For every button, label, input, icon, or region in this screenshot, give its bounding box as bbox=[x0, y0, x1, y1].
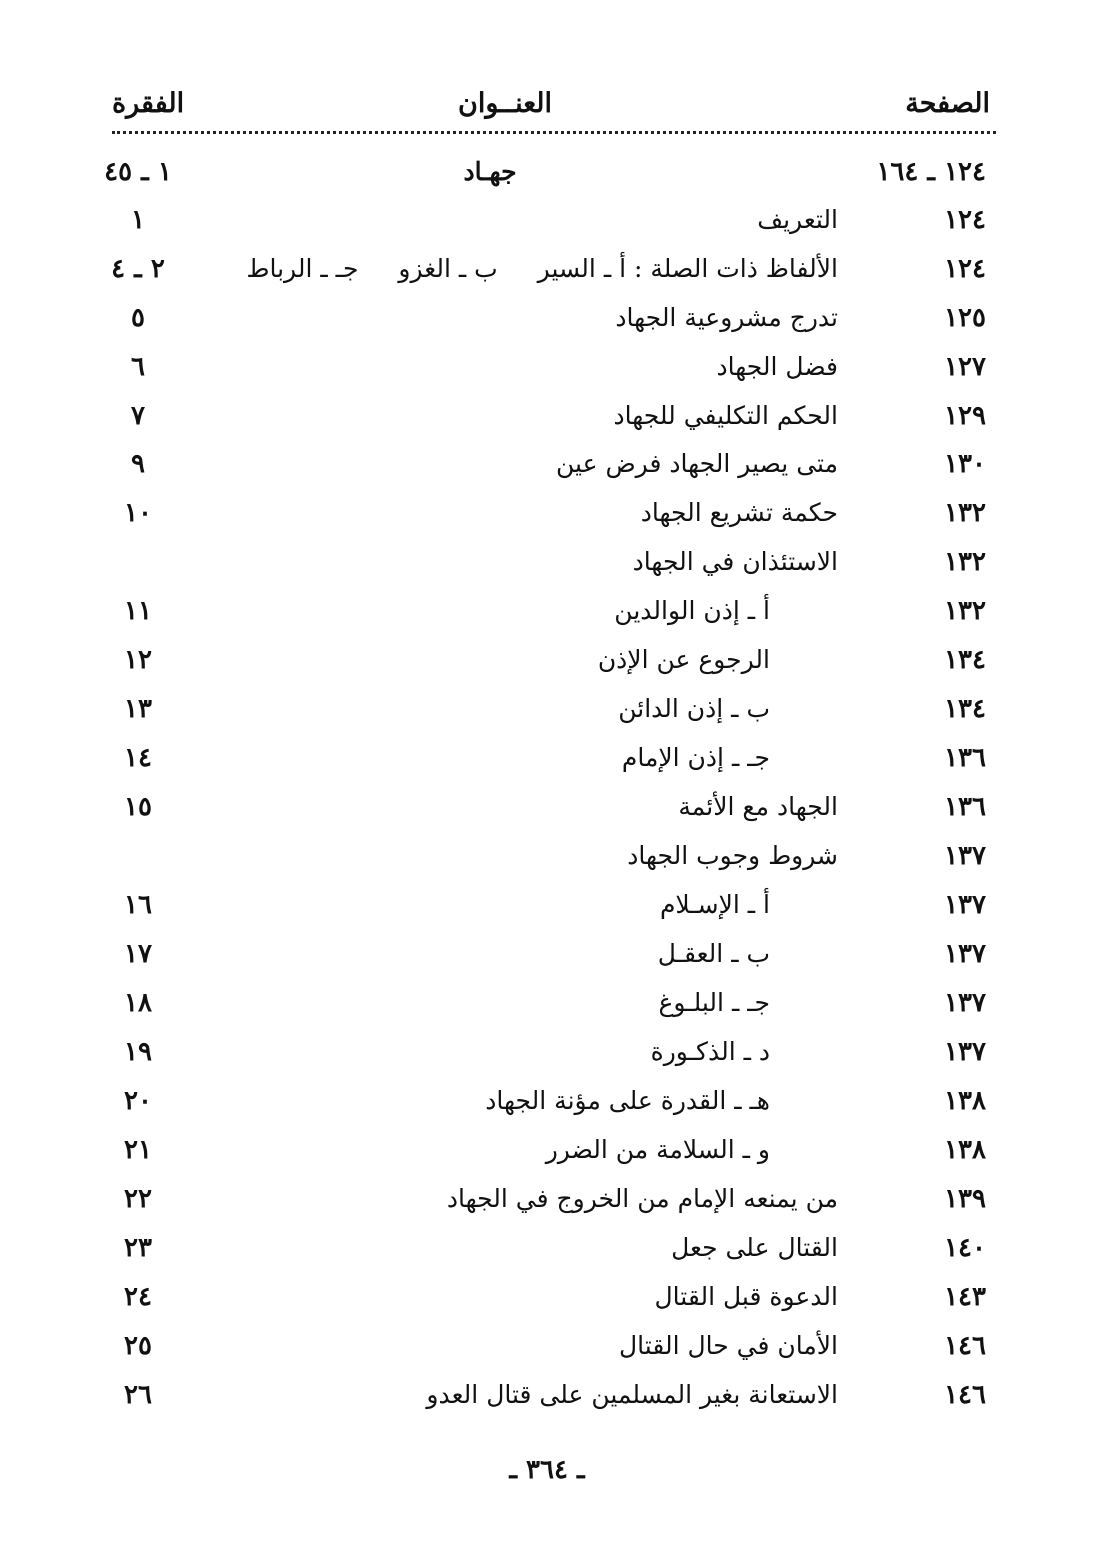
index-row bbox=[0, 1375, 1094, 1425]
row-page: ١٤٣ bbox=[944, 1282, 986, 1312]
index-row bbox=[0, 1130, 1094, 1180]
row-page: ١٣٦ bbox=[944, 792, 986, 822]
row-title: جـ ـ إذن الإمام bbox=[621, 743, 770, 772]
page-number-footer: ـ ٣٦٤ ـ bbox=[509, 1455, 585, 1485]
row-page: ١٣٧ bbox=[944, 890, 986, 920]
index-row-main bbox=[0, 152, 1094, 202]
row-page: ١٣٢ bbox=[944, 498, 986, 528]
row-paragraph: ١٦ bbox=[124, 890, 152, 920]
row-paragraph: ١٤ bbox=[124, 743, 152, 773]
index-row bbox=[0, 1032, 1094, 1082]
index-row bbox=[0, 836, 1094, 886]
index-row bbox=[0, 1326, 1094, 1376]
row-paragraph: ٢٥ bbox=[124, 1331, 152, 1361]
row-paragraph: ١١ bbox=[124, 596, 152, 626]
index-row bbox=[0, 200, 1094, 250]
row-paragraph: ١٧ bbox=[124, 939, 152, 969]
row-page: ١٣٤ bbox=[944, 694, 986, 724]
row-page: ١٣٨ bbox=[944, 1135, 986, 1165]
row-paragraph: ٥ bbox=[131, 303, 145, 333]
row-page-range: ١٢٤ ـ ١٦٤ bbox=[876, 157, 986, 187]
row-paragraph: ٢٦ bbox=[124, 1380, 152, 1410]
index-row bbox=[0, 1228, 1094, 1278]
index-row bbox=[0, 640, 1094, 690]
row-title: ب ـ العقـل bbox=[657, 939, 770, 968]
row-title: شروط وجوب الجهاد bbox=[627, 841, 838, 870]
row-paragraph: ٧ bbox=[131, 401, 145, 431]
row-page: ١٣٢ bbox=[944, 547, 986, 577]
row-title: الجهاد مع الأئمة bbox=[678, 792, 838, 821]
row-page: ١٢٥ bbox=[944, 303, 986, 333]
index-row bbox=[0, 934, 1094, 984]
row-page: ١٣٧ bbox=[944, 1037, 986, 1067]
row-paragraph: ١٥ bbox=[124, 792, 152, 822]
row-page: ١٣٤ bbox=[944, 645, 986, 675]
header-dotted-divider bbox=[112, 131, 996, 134]
row-paragraph-range: ٢ ـ ٤ bbox=[111, 254, 165, 284]
row-title: الرجوع عن الإذن bbox=[597, 645, 770, 674]
row-title: الاستئذان في الجهاد bbox=[632, 547, 838, 576]
row-title-main: جهـاد bbox=[463, 157, 517, 186]
column-header-page: الصفحة bbox=[905, 88, 990, 119]
index-row bbox=[0, 347, 1094, 397]
row-title: التعريف bbox=[757, 205, 838, 234]
row-page: ١٤٦ bbox=[944, 1331, 986, 1361]
row-title: هـ ـ القدرة على مؤنة الجهاد bbox=[485, 1086, 770, 1115]
row-page: ١٣٢ bbox=[944, 596, 986, 626]
index-row bbox=[0, 738, 1094, 788]
row-title: تدرج مشروعية الجهاد bbox=[615, 303, 838, 332]
row-page: ١٢٧ bbox=[944, 352, 986, 382]
row-paragraph: ٢٠ bbox=[124, 1086, 152, 1116]
row-title: القتال على جعل bbox=[671, 1233, 838, 1262]
row-page: ١٤٠ bbox=[944, 1233, 986, 1263]
index-row bbox=[0, 1179, 1094, 1229]
row-page: ١٣٨ bbox=[944, 1086, 986, 1116]
row-title: د ـ الذكـورة bbox=[650, 1037, 770, 1066]
row-paragraph: ١٨ bbox=[124, 988, 152, 1018]
row-page: ١٤٦ bbox=[944, 1380, 986, 1410]
row-paragraph: ٩ bbox=[131, 449, 145, 479]
index-row bbox=[0, 444, 1094, 494]
row-title: ب ـ إذن الدائن bbox=[618, 694, 770, 723]
index-row bbox=[0, 298, 1094, 348]
row-page: ١٢٤ bbox=[944, 205, 986, 235]
row-title: أ ـ الإسـلام bbox=[659, 890, 770, 919]
related-term-a: الألفاظ ذات الصلة : أ ـ السير bbox=[537, 254, 838, 283]
index-row bbox=[0, 591, 1094, 641]
index-row bbox=[0, 983, 1094, 1033]
row-page: ١٣٠ bbox=[944, 449, 986, 479]
row-title: الأمان في حال القتال bbox=[619, 1331, 838, 1360]
index-row bbox=[0, 885, 1094, 935]
row-title: أ ـ إذن الوالدين bbox=[614, 596, 770, 625]
row-page: ١٢٩ bbox=[944, 401, 986, 431]
row-title: و ـ السلامة من الضرر bbox=[545, 1135, 770, 1164]
row-title: الدعوة قبل القتال bbox=[654, 1282, 838, 1311]
index-row bbox=[0, 1081, 1094, 1131]
index-row bbox=[0, 689, 1094, 739]
row-title bbox=[246, 249, 838, 289]
row-paragraph: ٢٣ bbox=[124, 1233, 152, 1263]
index-row bbox=[0, 787, 1094, 837]
row-title: الاستعانة بغير المسلمين على قتال العدو bbox=[426, 1380, 838, 1409]
index-row bbox=[0, 542, 1094, 592]
row-page: ١٣٧ bbox=[944, 841, 986, 871]
row-page: ١٢٤ bbox=[944, 254, 986, 284]
row-paragraph: ١٩ bbox=[124, 1037, 152, 1067]
index-row bbox=[0, 1277, 1094, 1327]
related-term-c: جـ ـ الرباط bbox=[246, 254, 359, 283]
row-paragraph: ١ bbox=[131, 205, 145, 235]
row-title: حكمة تشريع الجهاد bbox=[640, 498, 838, 527]
row-paragraph: ١٠ bbox=[124, 498, 152, 528]
row-page: ١٣٧ bbox=[944, 988, 986, 1018]
row-paragraph: ٦ bbox=[131, 352, 145, 382]
row-paragraph: ١٢ bbox=[124, 645, 152, 675]
row-title: من يمنعه الإمام من الخروج في الجهاد bbox=[446, 1184, 838, 1213]
row-title: فضل الجهاد bbox=[716, 352, 838, 381]
row-title: متى يصير الجهاد فرض عين bbox=[556, 449, 838, 478]
row-paragraph: ١٣ bbox=[124, 694, 152, 724]
row-paragraph: ٢١ bbox=[124, 1135, 152, 1165]
row-paragraph-range: ١ ـ ٤٥ bbox=[104, 157, 172, 187]
related-term-b: ب ـ الغزو bbox=[398, 254, 498, 283]
column-header-paragraph: الفقرة bbox=[112, 88, 185, 119]
row-page: ١٣٧ bbox=[944, 939, 986, 969]
column-header-title-text: العنــوان bbox=[458, 88, 552, 119]
row-page: ١٣٩ bbox=[944, 1184, 986, 1214]
row-page: ١٣٦ bbox=[944, 743, 986, 773]
row-title: الحكم التكليفي للجهاد bbox=[613, 401, 838, 430]
index-row-related-terms bbox=[0, 249, 1094, 299]
index-row bbox=[0, 396, 1094, 446]
row-title: جـ ـ البلـوغ bbox=[658, 988, 770, 1017]
row-paragraph: ٢٢ bbox=[124, 1184, 152, 1214]
row-paragraph: ٢٤ bbox=[124, 1282, 152, 1312]
index-row bbox=[0, 493, 1094, 543]
